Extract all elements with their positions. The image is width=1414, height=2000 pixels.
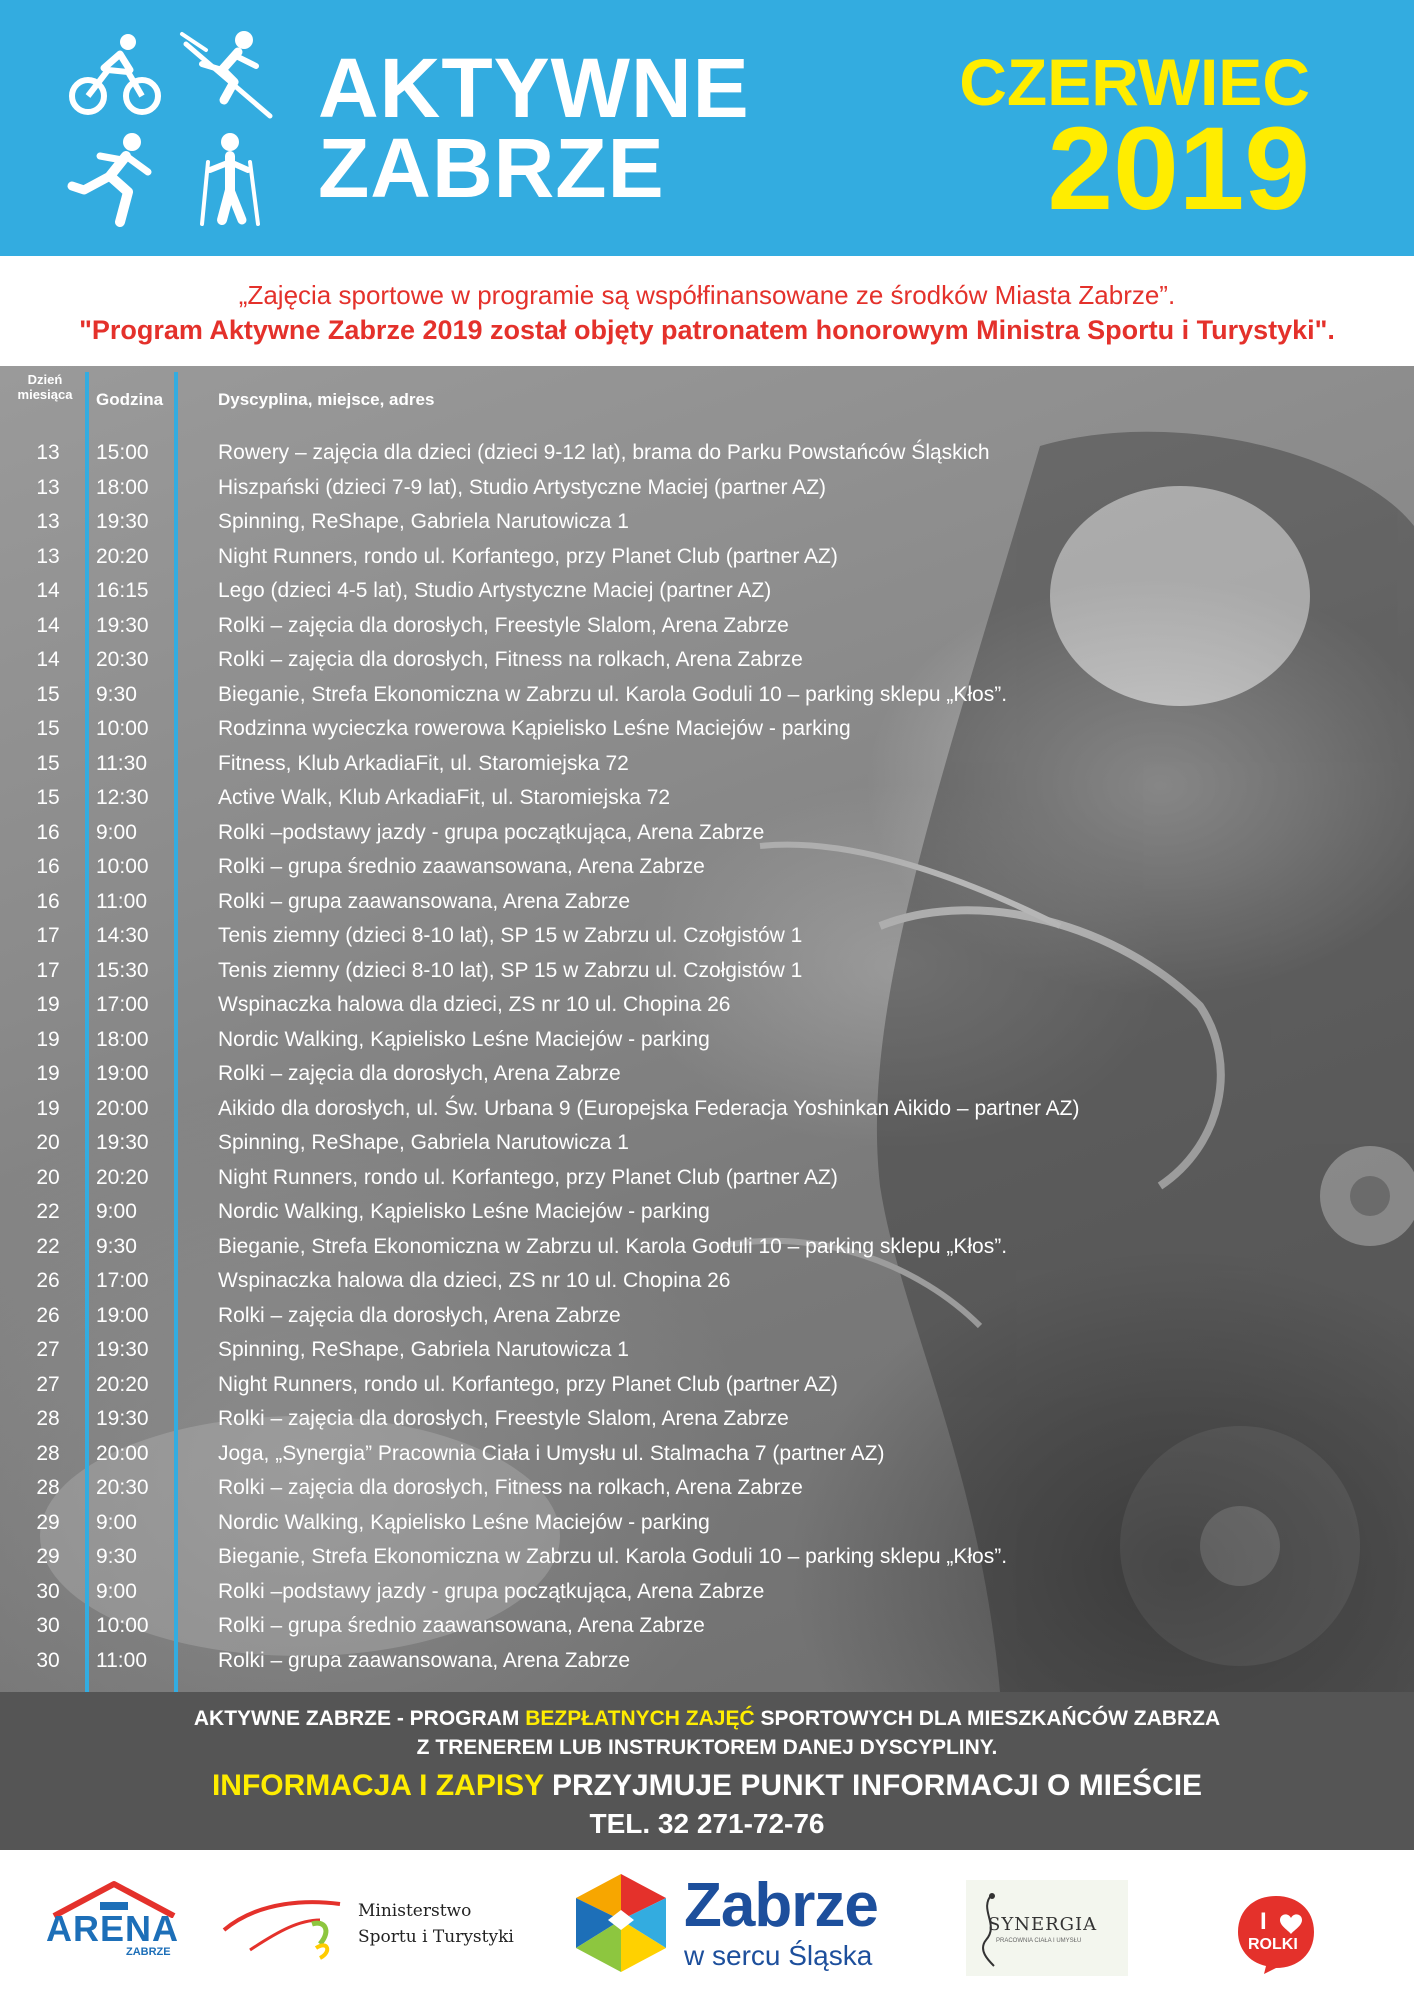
table-row — [0, 1264, 1414, 1299]
row-day: 14 — [36, 648, 60, 671]
table-row — [0, 1437, 1414, 1472]
row-time: 20:00 — [96, 1441, 149, 1465]
row-time: 11:00 — [96, 1648, 147, 1672]
table-row — [0, 1230, 1414, 1265]
row-discipline: Night Runners, rondo ul. Korfantego, przy Planet Club (partner AZ) — [218, 1165, 838, 1189]
row-time: 20:20 — [96, 1165, 149, 1189]
row-time: 19:00 — [96, 1062, 149, 1085]
row-discipline: Rolki – grupa średnio zaawansowana, Arena Zabrze — [218, 1614, 705, 1637]
header-discipline: Dyscyplina, miejsce, adres — [218, 390, 435, 409]
info-text: PRZYJMUJE PUNKT INFORMACJI O MIEŚCIE — [543, 1769, 1203, 1802]
schedule-table — [0, 366, 1414, 1692]
row-discipline: Rolki – grupa zaawansowana, Arena Zabrze — [218, 889, 631, 913]
row-time: 20:00 — [96, 1096, 149, 1120]
table-row — [0, 609, 1414, 644]
row-day: 19 — [36, 1027, 60, 1051]
info-highlight: BEZPŁATNYCH ZAJĘĆ — [525, 1707, 755, 1730]
synergia-logo-text: SYNERGIA — [988, 1914, 1098, 1935]
row-day: 30 — [36, 1648, 60, 1672]
header-time: Godzina — [96, 390, 164, 409]
brand-line-1: AKTYWNE — [318, 41, 750, 135]
row-discipline: Rolki – zajęcia dla dorosłych, Arena Zabrze — [218, 1303, 621, 1327]
info-text: SPORTOWYCH DLA MIESZKAŃCÓW ZABRZA — [754, 1707, 1221, 1730]
table-row — [0, 712, 1414, 747]
row-discipline: Active Walk, Klub ArkadiaFit, ul. Staromiejska 72 — [218, 786, 671, 809]
row-day: 13 — [36, 441, 60, 464]
row-time: 10:00 — [96, 855, 149, 878]
table-row — [0, 1506, 1414, 1541]
row-time: 19:30 — [96, 1338, 149, 1361]
table-row — [0, 1057, 1414, 1092]
row-day: 29 — [36, 1510, 60, 1534]
row-discipline: Nordic Walking, Kąpielisko Leśne Maciejów - parking — [218, 1510, 710, 1534]
row-discipline: Hiszpański (dzieci 7-9 lat), Studio Artystyczne Maciej (partner AZ) — [218, 475, 827, 499]
row-time: 15:30 — [96, 958, 149, 982]
running-icon — [66, 132, 166, 232]
row-day: 27 — [36, 1338, 60, 1361]
row-day: 20 — [36, 1165, 60, 1189]
row-time: 19:30 — [96, 510, 149, 533]
row-time: 9:30 — [96, 1545, 137, 1568]
row-time: 18:00 — [96, 1027, 149, 1051]
table-row — [0, 1644, 1414, 1679]
row-day: 28 — [36, 1407, 60, 1430]
row-day: 26 — [36, 1269, 60, 1292]
table-row — [0, 919, 1414, 954]
row-discipline: Wspinaczka halowa dla dzieci, ZS nr 10 ul. Chopina 26 — [218, 993, 731, 1016]
row-day: 17 — [36, 924, 60, 947]
row-day: 22 — [36, 1234, 60, 1258]
brand-line-2: ZABRZE — [318, 121, 665, 215]
row-day: 30 — [36, 1614, 60, 1637]
row-discipline: Rolki – zajęcia dla dorosłych, Freestyle Slalom, Arena Zabrze — [218, 1407, 789, 1430]
row-time: 12:30 — [96, 786, 149, 809]
row-discipline: Wspinaczka halowa dla dzieci, ZS nr 10 ul. Chopina 26 — [218, 1269, 731, 1292]
row-day: 15 — [36, 717, 60, 740]
table-row — [0, 540, 1414, 575]
funding-notice — [0, 278, 1414, 348]
table-row — [0, 1195, 1414, 1230]
info-text: AKTYWNE ZABRZE - PROGRAM — [193, 1707, 526, 1730]
row-discipline: Bieganie, Strefa Ekonomiczna w Zabrzu ul. Karola Goduli 10 – parking sklepu „Kłos”. — [218, 1234, 1008, 1258]
table-row — [0, 505, 1414, 540]
row-time: 18:00 — [96, 475, 149, 499]
table-row — [0, 1540, 1414, 1575]
table-row — [0, 1368, 1414, 1403]
row-discipline: Bieganie, Strefa Ekonomiczna w Zabrzu ul. Karola Goduli 10 – parking sklepu „Kłos”. — [218, 1545, 1008, 1568]
table-row — [0, 781, 1414, 816]
header-day-line: miesiąca — [17, 387, 73, 402]
row-day: 15 — [36, 751, 60, 775]
row-time: 19:30 — [96, 1407, 149, 1430]
sport-icons — [66, 30, 281, 230]
header-day-line: Dzień — [27, 372, 63, 387]
skiing-icon — [178, 30, 278, 130]
header-day — [6, 372, 84, 402]
row-discipline: Rolki –podstawy jazdy - grupa początkująca, Arena Zabrze — [218, 1579, 765, 1603]
row-time: 20:30 — [96, 648, 149, 671]
row-discipline: Rolki – zajęcia dla dorosłych, Freestyle Slalom, Arena Zabrze — [218, 613, 789, 637]
row-discipline: Spinning, ReShape, Gabriela Narutowicza 1 — [218, 510, 629, 533]
row-day: 15 — [36, 682, 60, 706]
row-time: 10:00 — [96, 717, 149, 740]
table-row — [0, 1471, 1414, 1506]
row-day: 16 — [36, 889, 60, 913]
nordic-skiing-icon — [178, 132, 278, 232]
row-time: 9:00 — [96, 1510, 137, 1534]
info-line-2: Z TRENEREM LUB INSTRUKTOREM DANEJ DYSCYPLINY. — [416, 1736, 998, 1759]
row-time: 20:20 — [96, 1372, 149, 1396]
header-banner — [0, 0, 1414, 256]
month-label: CZERWIEC — [959, 45, 1310, 119]
row-discipline: Nordic Walking, Kąpielisko Leśne Maciejów - parking — [218, 1200, 710, 1223]
row-discipline: Spinning, ReShape, Gabriela Narutowicza 1 — [218, 1338, 629, 1361]
info-line-3 — [0, 1766, 1414, 1806]
row-discipline: Rolki – zajęcia dla dorosłych, Arena Zabrze — [218, 1062, 621, 1085]
row-time: 17:00 — [96, 993, 149, 1016]
row-day: 16 — [36, 820, 60, 844]
info-highlight: INFORMACJA I ZAPISY — [211, 1769, 544, 1802]
row-time: 11:30 — [96, 751, 147, 775]
table-row — [0, 1609, 1414, 1644]
table-row — [0, 1402, 1414, 1437]
table-row — [0, 1299, 1414, 1334]
row-time: 9:30 — [96, 682, 137, 706]
rolki-logo-i: I — [1260, 1908, 1267, 1935]
table-row — [0, 678, 1414, 713]
row-discipline: Rolki – zajęcia dla dorosłych, Fitness na rolkach, Arena Zabrze — [218, 648, 803, 671]
row-discipline: Rolki – zajęcia dla dorosłych, Fitness na rolkach, Arena Zabrze — [218, 1476, 803, 1499]
row-day: 19 — [36, 1062, 60, 1085]
ministry-logo-text — [358, 1898, 514, 1950]
row-time: 19:30 — [96, 1131, 149, 1154]
ministry-line: Ministerstwo — [358, 1901, 472, 1921]
row-time: 9:00 — [96, 1579, 137, 1603]
sponsor-logos — [0, 1850, 1414, 2000]
zabrze-logo-tagline: w sercu Śląska — [684, 1940, 873, 1971]
row-time: 16:15 — [96, 579, 149, 602]
info-bar — [0, 1692, 1414, 1850]
row-time: 10:00 — [96, 1614, 149, 1637]
row-day: 13 — [36, 475, 60, 499]
table-row — [0, 747, 1414, 782]
row-day: 17 — [36, 958, 60, 982]
row-discipline: Rolki – grupa średnio zaawansowana, Arena Zabrze — [218, 855, 705, 878]
row-discipline: Night Runners, rondo ul. Korfantego, przy Planet Club (partner AZ) — [218, 544, 838, 568]
table-row — [0, 1092, 1414, 1127]
row-discipline: Tenis ziemny (dzieci 8-10 lat), SP 15 w Zabrzu ul. Czołgistów 1 — [218, 958, 803, 982]
zabrze-city-logo — [566, 1868, 886, 1988]
row-day: 19 — [36, 1096, 60, 1120]
row-discipline: Rolki – grupa zaawansowana, Arena Zabrze — [218, 1648, 631, 1672]
patronage-line: "Program Aktywne Zabrze 2019 został objęty patronatem honorowym Ministra Sportu i Turystyki". — [79, 315, 1335, 345]
funding-line: „Zajęcia sportowe w programie są współfinansowane ze środków Miasta Zabrze”. — [238, 280, 1176, 310]
phone-number: TEL. 32 271-72-76 — [589, 1808, 825, 1839]
row-time: 20:20 — [96, 544, 149, 568]
row-day: 27 — [36, 1372, 60, 1396]
row-day: 14 — [36, 613, 60, 637]
row-day: 30 — [36, 1579, 60, 1603]
row-day: 28 — [36, 1476, 60, 1499]
row-day: 28 — [36, 1441, 60, 1465]
row-day: 16 — [36, 855, 60, 878]
table-row — [0, 1126, 1414, 1161]
synergia-logo-sub: PRACOWNIA CIAŁA I UMYSŁU — [996, 1938, 1082, 1944]
table-row — [0, 643, 1414, 678]
table-row — [0, 436, 1414, 471]
table-row — [0, 1333, 1414, 1368]
table-row — [0, 471, 1414, 506]
row-discipline: Nordic Walking, Kąpielisko Leśne Maciejów - parking — [218, 1027, 710, 1051]
row-time: 9:00 — [96, 1200, 137, 1223]
table-row — [0, 850, 1414, 885]
arena-logo-sub: ZABRZE — [126, 1946, 171, 1958]
i-love-rolki-logo — [1234, 1892, 1318, 1976]
cycling-icon — [66, 30, 166, 120]
row-time: 17:00 — [96, 1269, 149, 1292]
row-discipline: Aikido dla dorosłych, ul. Św. Urbana 9 (Europejska Federacja Yoshinkan Aikido – partner AZ) — [218, 1096, 1080, 1120]
table-row — [0, 574, 1414, 609]
table-row — [0, 1023, 1414, 1058]
row-time: 20:30 — [96, 1476, 149, 1499]
synergia-logo — [966, 1880, 1128, 1976]
row-day: 14 — [36, 579, 60, 602]
table-row — [0, 1575, 1414, 1610]
table-row — [0, 954, 1414, 989]
row-time: 19:00 — [96, 1303, 149, 1327]
row-day: 20 — [36, 1131, 60, 1154]
row-discipline: Night Runners, rondo ul. Korfantego, przy Planet Club (partner AZ) — [218, 1372, 838, 1396]
table-row — [0, 816, 1414, 851]
row-time: 14:30 — [96, 924, 149, 947]
row-discipline: Spinning, ReShape, Gabriela Narutowicza 1 — [218, 1131, 629, 1154]
table-row — [0, 1161, 1414, 1196]
row-discipline: Bieganie, Strefa Ekonomiczna w Zabrzu ul. Karola Goduli 10 – parking sklepu „Kłos”. — [218, 682, 1008, 706]
arena-zabrze-logo — [44, 1878, 184, 1958]
info-line-1 — [0, 1704, 1414, 1734]
row-discipline: Rolki –podstawy jazdy - grupa początkująca, Arena Zabrze — [218, 820, 765, 844]
row-day: 13 — [36, 510, 60, 533]
row-day: 13 — [36, 544, 60, 568]
row-time: 19:30 — [96, 613, 149, 637]
rolki-logo-text: ROLKI — [1248, 1936, 1298, 1953]
ministry-logo — [220, 1890, 540, 1970]
row-day: 15 — [36, 786, 60, 809]
row-time: 15:00 — [96, 441, 149, 464]
row-time: 11:00 — [96, 889, 147, 913]
row-discipline: Joga, „Synergia” Pracownia Ciała i Umysłu ul. Stalmacha 7 (partner AZ) — [218, 1441, 885, 1465]
row-discipline: Fitness, Klub ArkadiaFit, ul. Staromiejska 72 — [218, 751, 629, 775]
year-label: 2019 — [1047, 103, 1310, 235]
row-time: 9:00 — [96, 820, 137, 844]
brand-title — [318, 41, 750, 215]
row-discipline: Tenis ziemny (dzieci 8-10 lat), SP 15 w Zabrzu ul. Czołgistów 1 — [218, 924, 803, 947]
zabrze-logo-name: Zabrze — [684, 1871, 878, 1940]
row-day: 26 — [36, 1303, 60, 1327]
row-discipline: Lego (dzieci 4-5 lat), Studio Artystyczne Maciej (partner AZ) — [218, 579, 772, 602]
row-time: 9:30 — [96, 1234, 137, 1258]
row-day: 19 — [36, 993, 60, 1016]
row-discipline: Rowery – zajęcia dla dzieci (dzieci 9-12 lat), brama do Parku Powstańców Śląskich — [218, 441, 990, 464]
row-day: 29 — [36, 1545, 60, 1568]
row-day: 22 — [36, 1200, 60, 1223]
ministry-line: Sportu i Turystyki — [358, 1927, 514, 1947]
table-row — [0, 988, 1414, 1023]
row-discipline: Rodzinna wycieczka rowerowa Kąpielisko Leśne Maciejów - parking — [218, 717, 851, 740]
arena-logo-text: ARENA — [46, 1908, 180, 1949]
table-row — [0, 885, 1414, 920]
schedule-rows — [0, 436, 1414, 1678]
